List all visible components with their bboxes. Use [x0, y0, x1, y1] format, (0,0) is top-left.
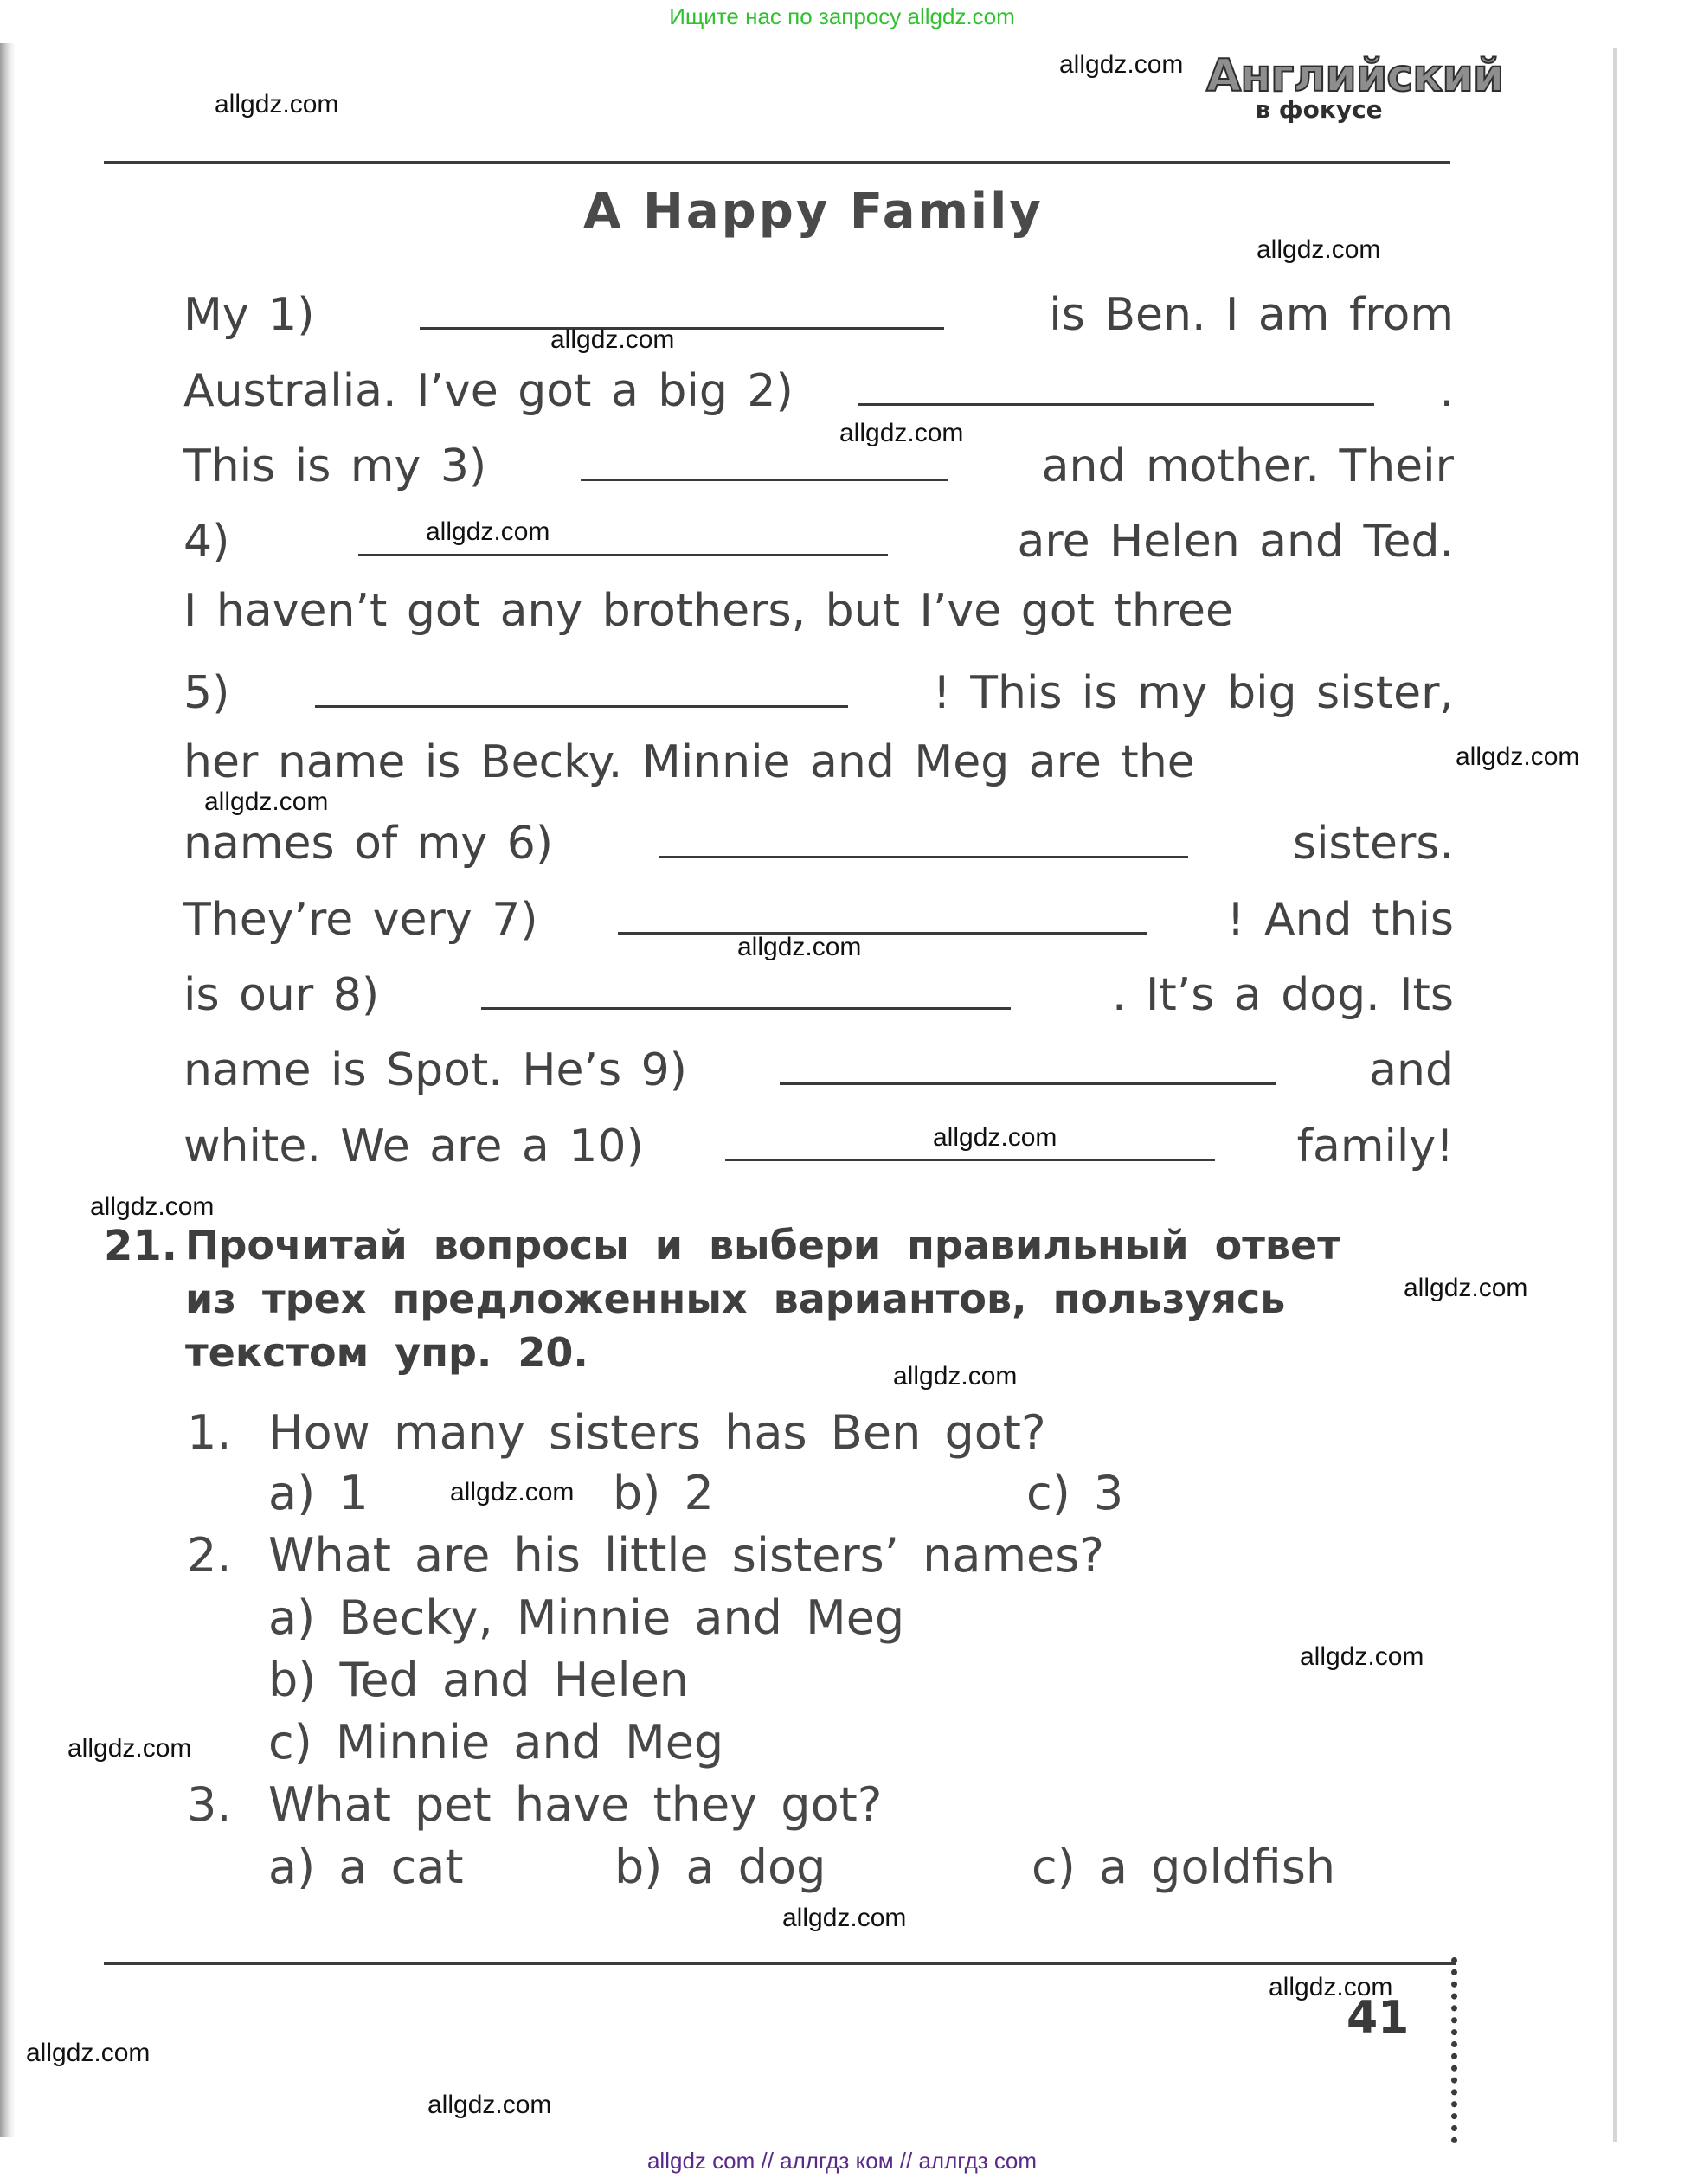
- answer-option[interactable]: c) 3: [1026, 1466, 1124, 1520]
- text-segment: names of my 6): [183, 818, 554, 870]
- answer-blank-2[interactable]: [858, 355, 1374, 406]
- text-segment: 4): [183, 516, 230, 568]
- watermark: allgdz.com: [1300, 1642, 1424, 1671]
- text-segment: sisters.: [1292, 818, 1454, 870]
- text-segment: Australia. I’ve got a big 2): [183, 365, 794, 417]
- watermark: allgdz.com: [90, 1192, 215, 1221]
- answer-option[interactable]: c) a goldfish: [1032, 1840, 1336, 1894]
- answer-blank-1[interactable]: [420, 279, 944, 330]
- answer-option[interactable]: a) Becky, Minnie and Meg: [268, 1590, 905, 1645]
- text-segment: 5): [183, 667, 230, 719]
- text-segment: .: [1439, 365, 1454, 417]
- text-line-11: [183, 1034, 1454, 1095]
- watermark: allgdz.com: [839, 419, 964, 447]
- question-1-text: How many sisters has Ben got?: [268, 1405, 1046, 1460]
- question-1-number: 1.: [187, 1405, 232, 1460]
- watermark: allgdz.com: [426, 517, 550, 546]
- question-2-number: 2.: [187, 1528, 232, 1583]
- header-rule: [104, 161, 1450, 164]
- text-segment: are Helen and Ted.: [1017, 516, 1454, 568]
- watermark: allgdz.com: [427, 2091, 552, 2119]
- bottom-banner: allgdz com // аллгдз ком // аллгдз com: [646, 2148, 1038, 2174]
- text-segment: ! This is my big sister,: [932, 667, 1454, 719]
- watermark: allgdz.com: [26, 2039, 151, 2067]
- text-line-7: [183, 732, 1454, 793]
- top-banner: Ищите нас по запросу allgdz.com: [669, 3, 1015, 29]
- answer-blank-6[interactable]: [659, 807, 1188, 858]
- answer-blank-8[interactable]: [481, 959, 1011, 1010]
- watermark: allgdz.com: [1059, 50, 1184, 79]
- text-line-8: [183, 807, 1454, 868]
- dotted-cut-line: [1451, 1957, 1457, 2143]
- text-segment: family!: [1296, 1121, 1454, 1172]
- text-segment: her name is Becky. Minnie and Meg are the: [183, 736, 1195, 788]
- logo-main-text: Английский: [1206, 50, 1504, 102]
- task-instruction-line-1: Прочитай вопросы и выбери правильный ответ: [185, 1222, 1340, 1269]
- watermark: allgdz.com: [450, 1478, 575, 1506]
- footer-rule: [104, 1962, 1456, 1965]
- watermark: allgdz.com: [1404, 1274, 1528, 1302]
- answer-blank-9[interactable]: [780, 1034, 1276, 1085]
- text-segment: is Ben. I am from: [1049, 289, 1454, 341]
- text-line-2: [183, 355, 1454, 415]
- text-line-5: [183, 581, 1454, 641]
- text-line-4: [183, 505, 1454, 566]
- watermark: allgdz.com: [933, 1123, 1057, 1152]
- logo-sub-text: в фокусе: [1255, 95, 1383, 124]
- watermark: allgdz.com: [1257, 235, 1381, 264]
- text-segment: and: [1369, 1044, 1454, 1096]
- question-2-text: What are his little sisters’ names?: [268, 1528, 1105, 1583]
- watermark: allgdz.com: [204, 787, 329, 816]
- text-line-10: [183, 959, 1454, 1019]
- watermark: allgdz.com: [550, 325, 675, 354]
- question-3-number: 3.: [187, 1777, 232, 1832]
- watermark: allgdz.com: [1269, 1973, 1393, 2001]
- watermark: allgdz.com: [215, 90, 339, 119]
- answer-option[interactable]: a) 1: [268, 1466, 369, 1520]
- answer-option[interactable]: c) Minnie and Meg: [268, 1715, 724, 1770]
- answer-blank-5[interactable]: [315, 657, 848, 708]
- text-segment: They’re very 7): [183, 894, 538, 946]
- page-title: A Happy Family: [583, 183, 1044, 240]
- answer-option[interactable]: b) 2: [613, 1466, 714, 1520]
- watermark: allgdz.com: [893, 1362, 1018, 1391]
- answer-option[interactable]: b) Ted and Helen: [268, 1653, 690, 1707]
- page-number: 41: [1347, 1992, 1410, 2044]
- series-logo: [1206, 50, 1504, 124]
- text-line-3: [183, 430, 1454, 491]
- watermark: allgdz.com: [782, 1904, 907, 1932]
- text-segment: . It’s a dog. Its: [1111, 969, 1454, 1021]
- watermark: allgdz.com: [737, 933, 862, 961]
- answer-option[interactable]: b) a dog: [614, 1840, 826, 1894]
- task-instruction-line-3: текстом упр. 20.: [185, 1329, 588, 1376]
- text-line-12: [183, 1110, 1454, 1171]
- question-3-text: What pet have they got?: [268, 1777, 883, 1832]
- answer-blank-7[interactable]: [618, 883, 1147, 935]
- text-segment: I haven’t got any brothers, but I’ve got three: [183, 585, 1233, 637]
- watermark: allgdz.com: [67, 1734, 192, 1763]
- text-segment: My 1): [183, 289, 315, 341]
- text-segment: ! And this: [1226, 894, 1454, 946]
- task-number: 21.: [104, 1222, 178, 1270]
- watermark: allgdz.com: [1456, 742, 1580, 771]
- page-right-edge: [1613, 48, 1617, 2142]
- answer-option[interactable]: a) a cat: [268, 1840, 464, 1894]
- text-line-1: [183, 279, 1454, 339]
- text-segment: white. We are a 10): [183, 1121, 644, 1172]
- text-segment: name is Spot. He’s 9): [183, 1044, 687, 1096]
- text-line-6: [183, 657, 1454, 717]
- text-segment: is our 8): [183, 969, 380, 1021]
- task-instruction-line-2: из трех предложенных вариантов, пользуясь: [185, 1275, 1286, 1322]
- text-segment: and mother. Their: [1041, 440, 1454, 492]
- text-segment: This is my 3): [183, 440, 487, 492]
- page-binding-shadow: [0, 43, 16, 2137]
